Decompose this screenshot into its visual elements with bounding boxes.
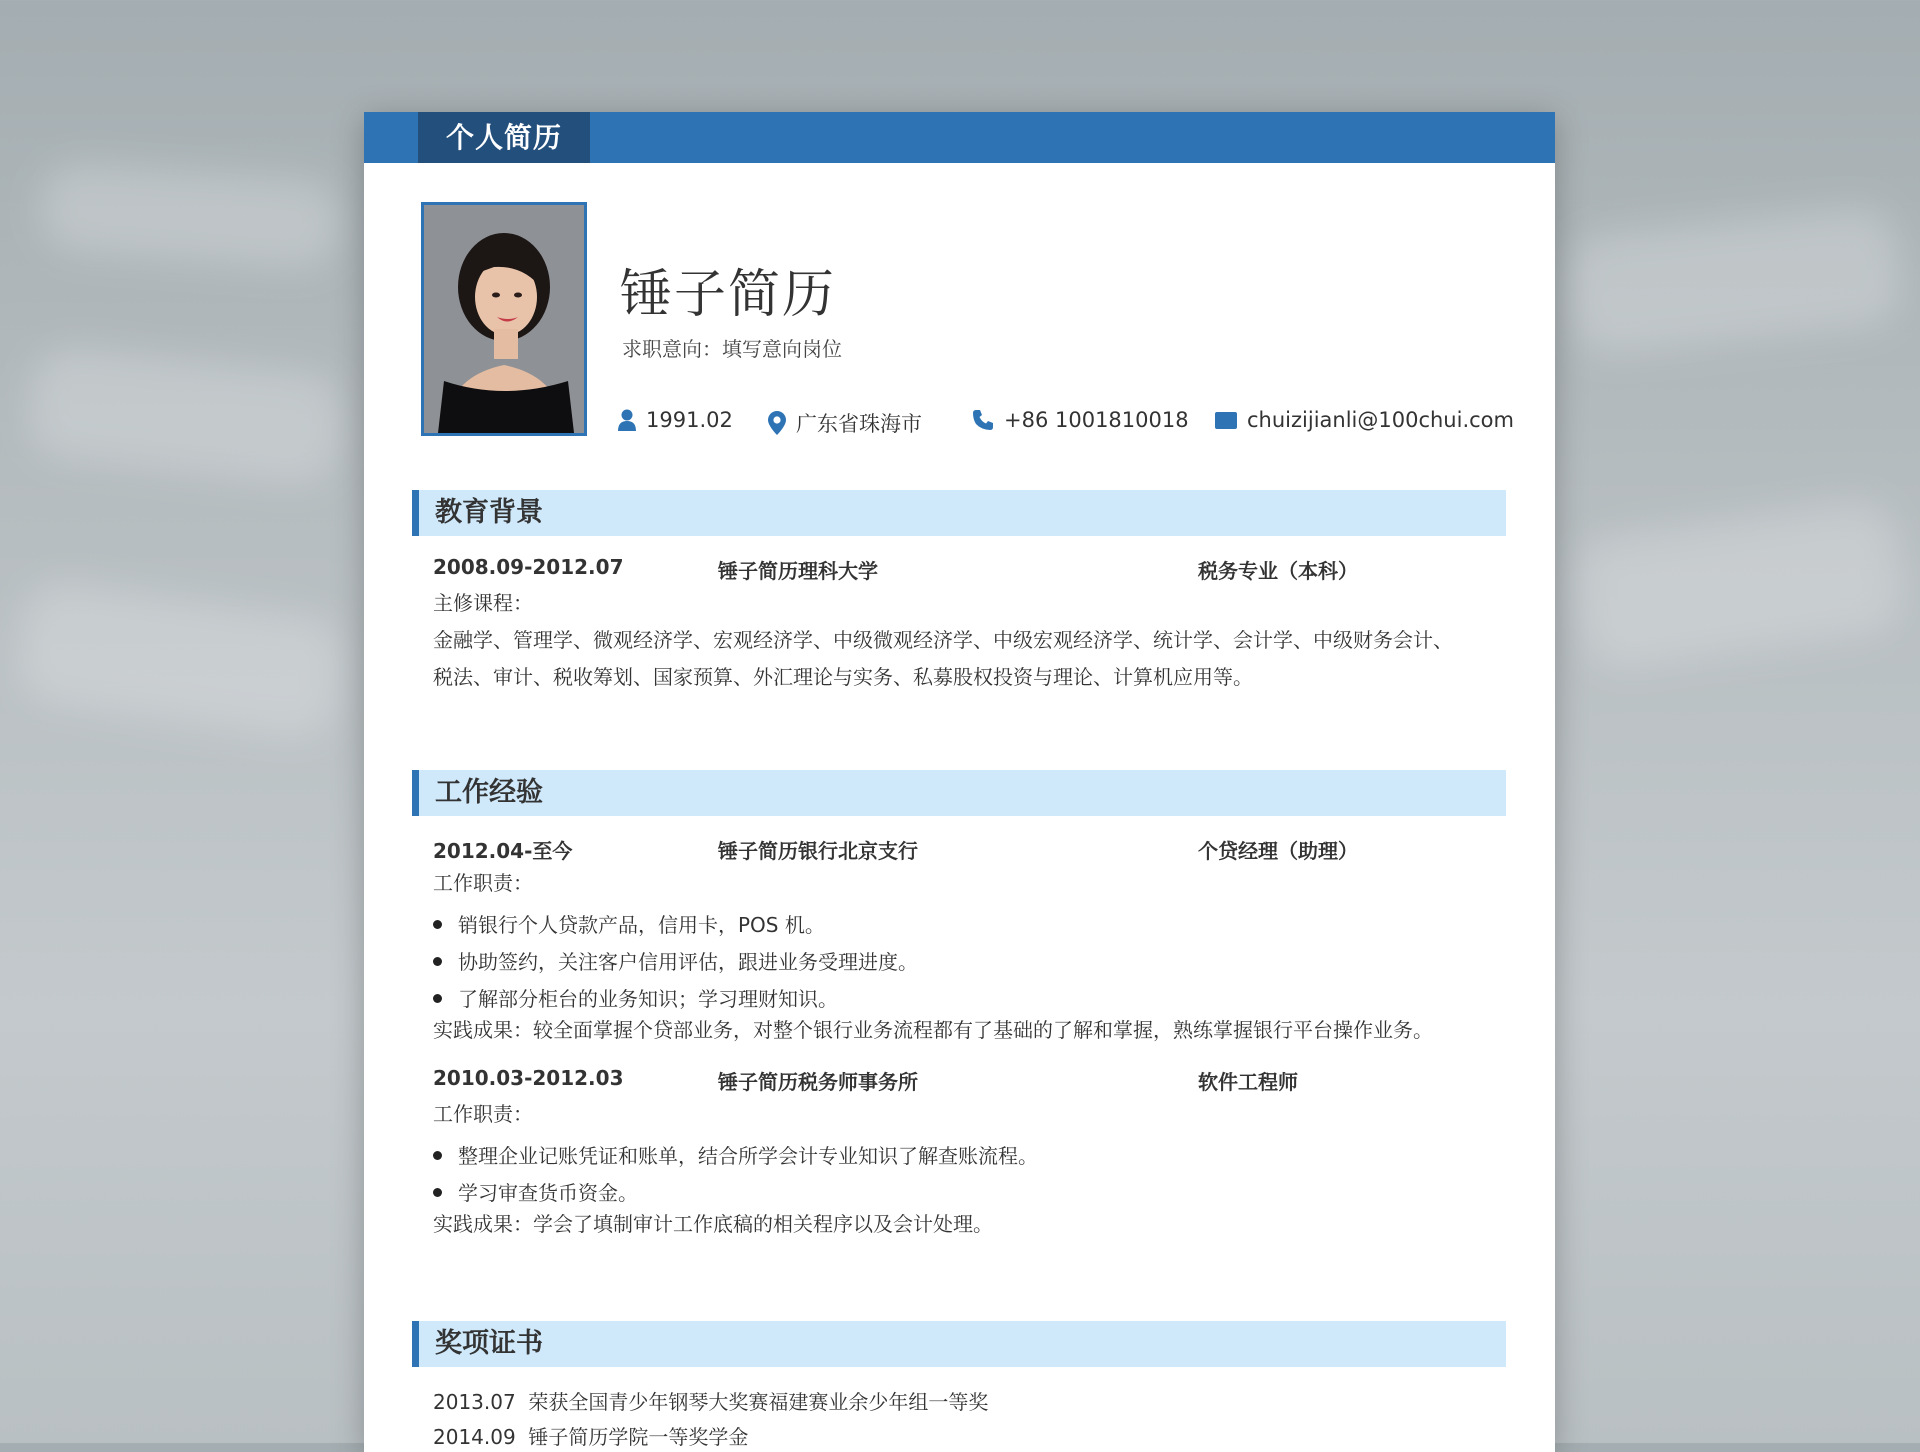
- section-awards-header: [412, 1321, 1506, 1367]
- email-address: chuizijianli@100chui.com: [1247, 408, 1514, 432]
- resume-page: [364, 112, 1555, 1452]
- duty-label: 工作职责：: [433, 871, 533, 895]
- phone-icon: [972, 409, 994, 431]
- contact-phone: [972, 408, 1189, 432]
- job-period: 2010.03-2012.03: [433, 1066, 624, 1090]
- contact-birth: [618, 408, 733, 432]
- job-period: 2012.04-至今: [433, 839, 573, 863]
- job-role: 个贷经理（助理）: [1198, 839, 1358, 863]
- job-company: 锤子简历税务师事务所: [718, 1070, 918, 1094]
- user-icon: [618, 409, 636, 431]
- profile-photo: [421, 202, 587, 436]
- courses-line: 税法、审计、税收筹划、国家预算、外汇理论与实务、私募股权投资与理论、计算机应用等。: [433, 665, 1253, 689]
- bg-light-stripe: [25, 344, 345, 486]
- section-education-header: [412, 490, 1506, 536]
- duty-item: 销银行个人贷款产品，信用卡，POS 机。: [433, 909, 825, 938]
- courses-label: 主修课程：: [433, 591, 533, 615]
- job-intent: 求职意向：填写意向岗位: [622, 337, 842, 361]
- award-item: 2014.09 锤子简历学院一等奖学金: [433, 1425, 749, 1449]
- courses-line: 金融学、管理学、微观经济学、宏观经济学、中级微观经济学、中级宏观经济学、统计学、会计学、中级财务会计、: [433, 628, 1453, 652]
- duty-item: 整理企业记账凭证和账单，结合所学会计专业知识了解查账流程。: [433, 1140, 1038, 1169]
- education-school: 锤子简历理科大学: [718, 559, 878, 583]
- contact-email: [1215, 408, 1514, 432]
- header-bar: [364, 112, 1555, 163]
- duty-item: 协助签约，关注客户信用评估，跟进业务受理进度。: [433, 946, 918, 975]
- award-item: 2013.07 荣获全国青少年钢琴大奖赛福建赛业余少年组一等奖: [433, 1390, 989, 1414]
- job-result: 实践成果：学会了填制审计工作底稿的相关程序以及会计处理。: [433, 1212, 993, 1236]
- section-title: 工作经验: [435, 777, 543, 808]
- job-role: 软件工程师: [1198, 1070, 1298, 1094]
- bg-light-stripe: [1565, 203, 1906, 357]
- bg-light-stripe: [1573, 498, 1908, 671]
- birth-date: 1991.02: [646, 408, 733, 432]
- duty-item: 了解部分柜台的业务知识；学习理财知识。: [433, 983, 838, 1012]
- location-pin-icon: [768, 411, 786, 435]
- education-major: 税务专业（本科）: [1198, 559, 1358, 583]
- mail-icon: [1215, 412, 1237, 429]
- job-company: 锤子简历银行北京支行: [718, 839, 918, 863]
- header-tab: 个人简历: [418, 112, 590, 163]
- location: 广东省珠海市: [796, 412, 922, 436]
- contact-location: [768, 408, 922, 438]
- duty-item: 学习审查货币资金。: [433, 1177, 638, 1206]
- candidate-name: 锤子简历: [620, 265, 837, 325]
- bg-light-stripe: [37, 160, 343, 271]
- section-title: 教育背景: [435, 497, 543, 528]
- phone-number: +86 1001810018: [1004, 408, 1189, 432]
- section-work-header: [412, 770, 1506, 816]
- duty-label: 工作职责：: [433, 1102, 533, 1126]
- section-title: 奖项证书: [435, 1328, 543, 1359]
- bg-light-stripe: [13, 578, 347, 741]
- job-result: 实践成果：较全面掌握个贷部业务，对整个银行业务流程都有了基础的了解和掌握，熟练掌握银行平台操作业务。: [433, 1018, 1433, 1042]
- education-period: 2008.09-2012.07: [433, 555, 624, 579]
